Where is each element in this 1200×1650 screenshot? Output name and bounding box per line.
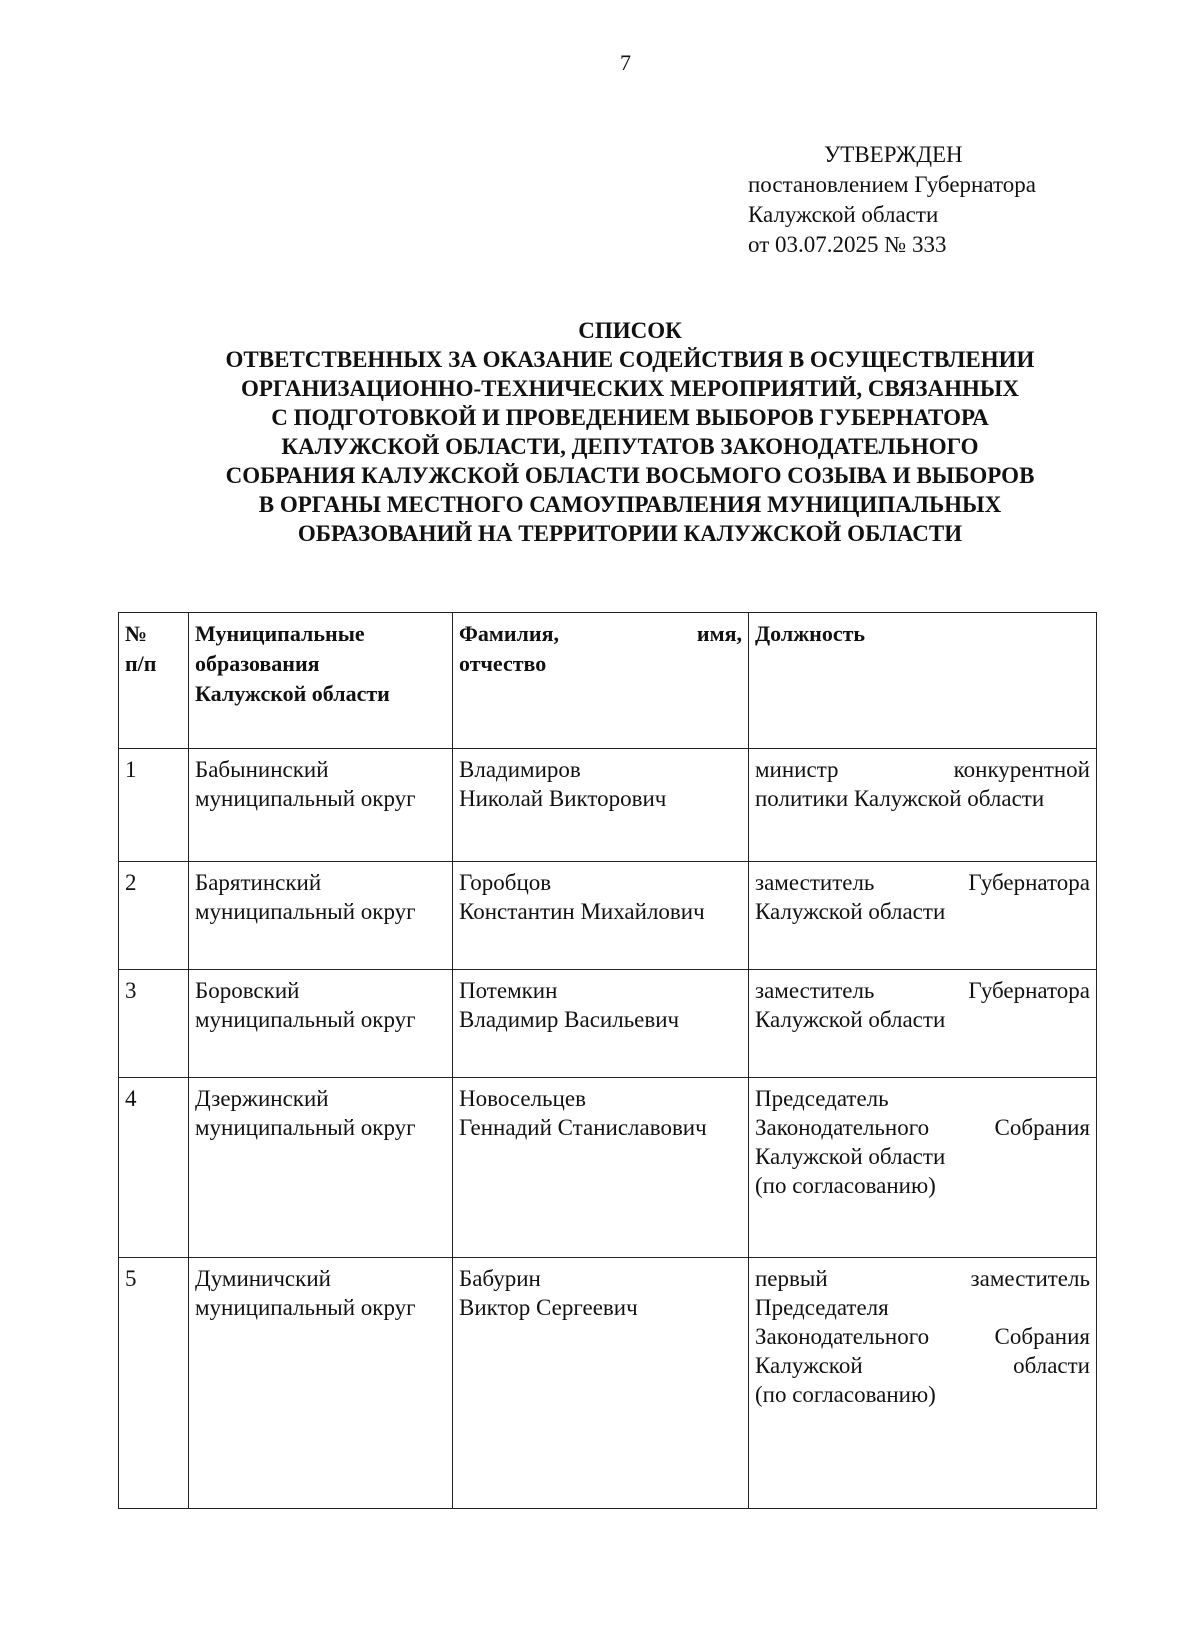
row-full-name	[453, 1078, 749, 1258]
table-header-row	[119, 613, 1097, 749]
position-line: (по согласованию)	[755, 1382, 936, 1407]
table-row	[119, 970, 1097, 1078]
approval-decree-line: постановлением Губернатора	[748, 172, 1036, 197]
municipality-type: муниципальный округ	[195, 1295, 416, 1320]
position-line: Калужской области	[755, 1144, 946, 1169]
approval-date-line: от 03.07.2025 № 333	[748, 232, 947, 257]
document-title	[150, 316, 1110, 548]
header-name-word: имя,	[696, 621, 742, 646]
person-name: Геннадий Станиславович	[459, 1115, 707, 1140]
row-position	[749, 1258, 1097, 1509]
person-name: Константин Михайлович	[459, 899, 705, 924]
position-line: Законодательного Собрания	[755, 1115, 1090, 1140]
row-number: 3	[119, 970, 189, 1078]
row-municipality	[189, 749, 453, 862]
header-municipality-line: Калужской области	[195, 681, 390, 706]
municipality-name: Бабынинский	[195, 757, 329, 782]
header-full-name-line	[459, 619, 742, 649]
person-name: Николай Викторович	[459, 786, 667, 811]
row-number: 1	[119, 749, 189, 862]
row-number: 5	[119, 1258, 189, 1509]
position-line	[755, 755, 1090, 784]
person-surname: Бабурин	[459, 1266, 541, 1291]
row-municipality	[189, 1258, 453, 1509]
title-line: ОБРАЗОВАНИЙ НА ТЕРРИТОРИИ КАЛУЖСКОЙ ОБЛАСТИ	[297, 521, 963, 546]
title-line: КАЛУЖСКОЙ ОБЛАСТИ, ДЕПУТАТОВ ЗАКОНОДАТЕЛЬНОГО	[281, 434, 979, 459]
person-surname: Горобцов	[459, 870, 552, 895]
header-full-name	[453, 613, 749, 749]
row-full-name	[453, 970, 749, 1078]
position-line: Калужской области	[755, 1007, 946, 1032]
header-patronymic-word: отчество	[459, 651, 547, 676]
position-line: заместитель Губернатора	[755, 978, 1090, 1003]
title-line: ОТВЕТСТВЕННЫХ ЗА ОКАЗАНИЕ СОДЕЙСТВИЯ В ОСУЩЕСТВЛЕНИИ	[225, 347, 1035, 372]
municipality-type: муниципальный округ	[195, 1115, 416, 1140]
municipality-type: муниципальный округ	[195, 786, 416, 811]
title-line: СОБРАНИЯ КАЛУЖСКОЙ ОБЛАСТИ ВОСЬМОГО СОЗЫВА И ВЫБОРОВ	[225, 463, 1035, 488]
page-number: 7	[620, 50, 631, 75]
row-position	[749, 970, 1097, 1078]
header-position-label: Должность	[755, 621, 866, 646]
row-position	[749, 862, 1097, 970]
title-heading: СПИСОК	[578, 318, 682, 343]
municipality-type: муниципальный округ	[195, 899, 416, 924]
person-surname: Владимиров	[459, 757, 581, 782]
person-name: Владимир Васильевич	[459, 1007, 680, 1032]
row-municipality	[189, 862, 453, 970]
municipality-type: муниципальный округ	[195, 1007, 416, 1032]
position-line: Калужской области	[755, 899, 946, 924]
municipality-name: Дзержинский	[195, 1086, 329, 1111]
approval-region-line: Калужской области	[748, 202, 939, 227]
position-line: Законодательного Собрания	[755, 1324, 1090, 1349]
header-position	[749, 613, 1097, 749]
position-line: заместитель Губернатора	[755, 870, 1090, 895]
responsible-persons-table	[118, 612, 1097, 1509]
position-line: (по согласованию)	[755, 1173, 936, 1198]
table-row	[119, 1258, 1097, 1509]
person-surname: Потемкин	[459, 978, 558, 1003]
municipality-name: Барятинский	[195, 870, 322, 895]
position-line: Председателя	[755, 1295, 889, 1320]
row-position	[749, 749, 1097, 862]
position-line: политики Калужской области	[755, 786, 1045, 811]
table-row	[119, 862, 1097, 970]
header-municipality	[189, 613, 453, 749]
position-text: министр конкурентной	[755, 757, 1090, 782]
header-municipality-line: Муниципальные	[195, 621, 365, 646]
header-number	[119, 613, 189, 749]
row-municipality	[189, 970, 453, 1078]
header-municipality-line: образования	[195, 651, 320, 676]
row-full-name	[453, 1258, 749, 1509]
municipality-name: Боровский	[195, 978, 300, 1003]
header-number-symbol: №	[125, 621, 148, 646]
title-line: С ПОДГОТОВКОЙ И ПРОВЕДЕНИЕМ ВЫБОРОВ ГУБЕРНАТОРА	[271, 405, 989, 430]
municipality-name: Думиничский	[195, 1266, 331, 1291]
header-surname-word: Фамилия,	[459, 621, 559, 646]
approved-label: УТВЕРЖДЕН	[824, 142, 963, 167]
table-row	[119, 749, 1097, 862]
row-number: 4	[119, 1078, 189, 1258]
row-municipality	[189, 1078, 453, 1258]
approval-stamp	[748, 140, 1036, 260]
person-surname: Новосельцев	[459, 1086, 586, 1111]
title-line: ОРГАНИЗАЦИОННО-ТЕХНИЧЕСКИХ МЕРОПРИЯТИЙ, СВЯЗАННЫХ	[240, 376, 1020, 401]
row-full-name	[453, 749, 749, 862]
row-number: 2	[119, 862, 189, 970]
row-position	[749, 1078, 1097, 1258]
title-line: В ОРГАНЫ МЕСТНОГО САМОУПРАВЛЕНИЯ МУНИЦИПАЛЬНЫХ	[258, 492, 1002, 517]
row-full-name	[453, 862, 749, 970]
position-line: первый заместитель	[755, 1266, 1090, 1291]
position-line: Калужской области	[755, 1353, 1090, 1378]
header-number-abbr: п/п	[125, 651, 157, 676]
table-row	[119, 1078, 1097, 1258]
position-line: Председатель	[755, 1086, 889, 1111]
person-name: Виктор Сергеевич	[459, 1295, 638, 1320]
